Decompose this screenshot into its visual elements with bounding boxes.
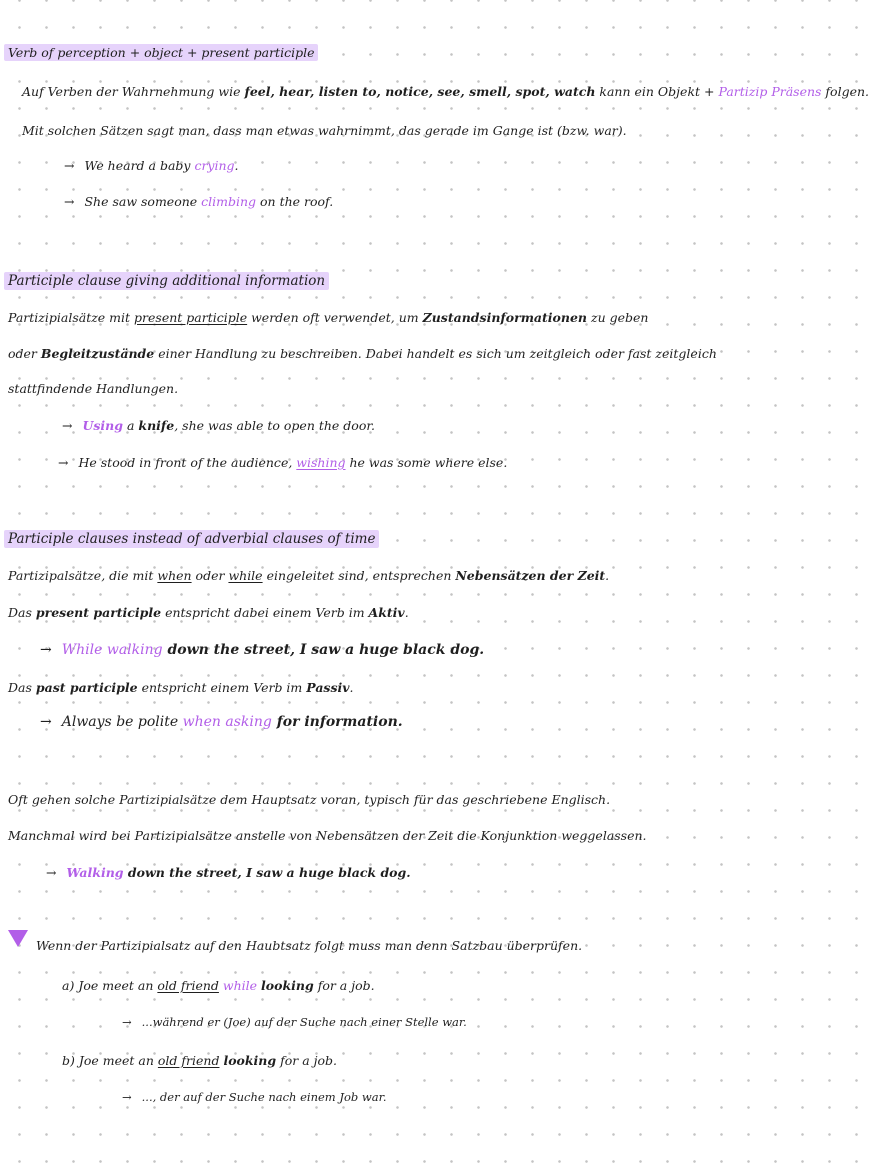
section2-line3: stattfindende Handlungen. — [8, 381, 179, 396]
section1-example1: → We heard a baby crying. — [64, 158, 239, 173]
arrow-icon: → — [64, 194, 75, 209]
arrow-icon: → — [40, 714, 52, 730]
section3-example1: → While walking down the street, I saw a huge black dog. — [40, 642, 485, 658]
section5-example-b: b) Joe meet an old friend looking for a job. — [62, 1053, 338, 1068]
section2-example1: → Using a knife, she was able to open the door. — [62, 418, 375, 433]
section4-example1: → Walking down the street, I saw a huge black dog. — [46, 865, 411, 880]
section1-example2: → She saw someone climbing on the roof. — [64, 194, 334, 209]
arrow-icon: → — [46, 865, 57, 880]
arrow-icon: → — [122, 1090, 132, 1104]
section1-line1: Auf Verben der Wahrnehmung wie feel, hear, listen to, notice, see, smell, spot, watch kann ein Objekt + Partizip Präsens folgen. — [22, 84, 869, 99]
section4-line1: Oft gehen solche Partizipialsätze dem Hauptsatz voran, typisch für das geschriebene Englisch. — [8, 792, 611, 807]
section3-line1: Partizipalsätze, die mit when oder while eingeleitet sind, entsprechen Nebensätzen der Zeit. — [8, 568, 610, 583]
section3-line2: Das present participle entspricht dabei einem Verb im Aktiv. — [8, 605, 409, 620]
section3-title: Participle clauses instead of adverbial clauses of time — [4, 531, 379, 547]
section2-example2: → He stood in front of the audience, wishing he was some where else. — [58, 455, 508, 470]
arrow-icon: → — [62, 418, 73, 433]
section2-line1: Partizipialsätze mit present participle werden oft verwendet, um Zustandsinformationen zu geben — [8, 310, 649, 325]
section4-line2: Manchmal wird bei Partizipialsätze anstelle von Nebensätzen der Zeit die Konjunktion weggelassen. — [8, 828, 647, 843]
arrow-icon: → — [122, 1015, 132, 1029]
section1-line2: Mit solchen Sätzen sagt man, dass man etwas wahrnimmt, das gerade im Gange ist (bzw. war). — [22, 123, 627, 138]
section2-title: Participle clause giving additional information — [4, 273, 329, 289]
section5-intro: Wenn der Partizipialsatz auf den Haubtsatz folgt muss man denn Satzbau überprüfen. — [36, 938, 583, 953]
section2-line2: oder Begleitzustände einer Handlung zu beschreiben. Dabei handelt es sich um zeitgleich oder fast zeitgleich — [8, 346, 717, 361]
arrow-icon: → — [64, 158, 75, 173]
arrow-icon: → — [40, 642, 52, 658]
section3-line3: Das past participle entspricht einem Verb im Passiv. — [8, 680, 354, 695]
arrow-icon: → — [58, 455, 69, 470]
section5-example-a: a) Joe meet an old friend while looking for a job. — [62, 978, 375, 993]
section3-example2: → Always be polite when asking for information. — [40, 714, 403, 730]
section5-translation-b: → ..., der auf der Suche nach einem Job war. — [122, 1090, 387, 1104]
section5-translation-a: → ...während er (Joe) auf der Suche nach einer Stelle war. — [122, 1015, 467, 1029]
warning-triangle-icon — [8, 930, 28, 947]
section1-title: Verb of perception + object + present participle — [4, 45, 318, 61]
